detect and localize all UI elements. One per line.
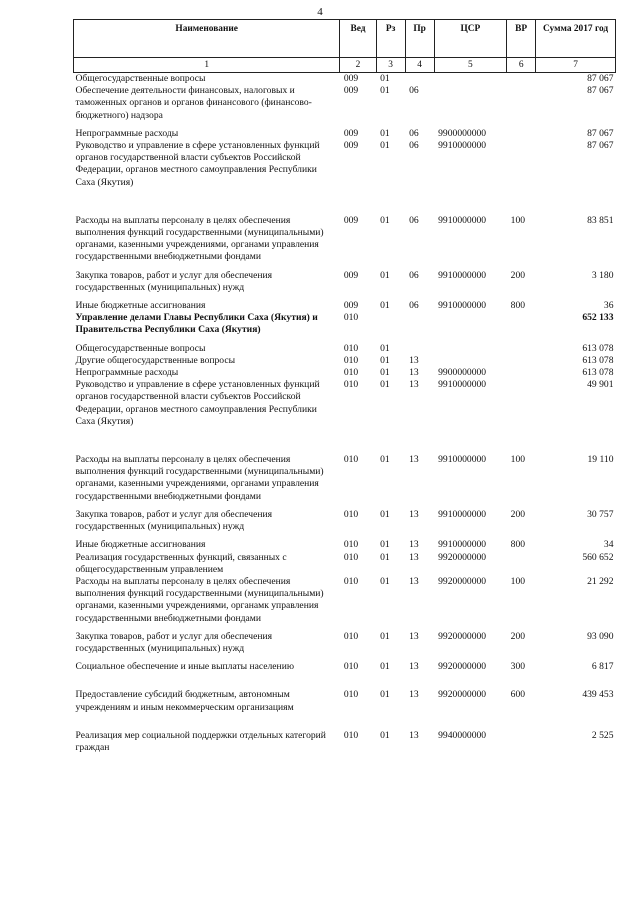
table-row — [74, 631, 616, 661]
row-csr: 9920000000 — [438, 575, 487, 587]
row-vr — [507, 140, 536, 215]
row-vr — [507, 343, 536, 355]
row-pr: 06 — [409, 214, 419, 226]
row-rz: 01 — [380, 85, 390, 97]
row-csr: 9910000000 — [438, 539, 487, 551]
row-rz — [376, 312, 405, 342]
row-name: Закупка товаров, работ и услуг для обеспечения государственных (муниципальных) нужд — [75, 508, 273, 533]
row-rz: 01 — [380, 379, 390, 391]
row-pr: 06 — [409, 127, 419, 139]
row-ved: 010 — [343, 729, 359, 741]
row-sum: 83 851 — [587, 214, 614, 226]
row-vr: 100 — [510, 214, 526, 226]
table-row — [74, 312, 616, 342]
row-pr: 13 — [409, 551, 419, 563]
row-rz: 01 — [380, 127, 390, 139]
row-sum: 87 067 — [587, 85, 614, 97]
header-pr: Пр — [405, 20, 434, 58]
table-body — [74, 73, 616, 755]
row-sum: 21 292 — [587, 575, 614, 587]
row-rz: 01 — [380, 551, 390, 563]
row-ved: 009 — [343, 85, 359, 97]
row-name: Управление делами Главы Республики Саха (Якутия) и Правительства Республики Саха (Якутия) — [75, 312, 318, 336]
table-row — [74, 379, 616, 454]
row-rz: 01 — [380, 689, 390, 701]
table-row — [74, 454, 616, 509]
row-rz: 01 — [380, 73, 390, 84]
header-sum: Сумма 2017 год — [536, 20, 616, 58]
row-csr: 9910000000 — [438, 140, 487, 152]
table-row — [74, 270, 616, 300]
row-vr: 100 — [510, 575, 526, 587]
row-sum: 613 078 — [582, 367, 614, 379]
row-csr: 9900000000 — [438, 127, 487, 139]
row-pr: 06 — [409, 300, 419, 312]
row-sum: 3 180 — [591, 269, 614, 281]
header-name: Наименование — [74, 20, 340, 58]
row-pr: 06 — [409, 140, 419, 152]
row-name: Руководство и управление в сфере установленных функций органов государственной власти субъектов Российской Федерации, органов местного самоуправления Республики Саха (Якутия) — [75, 379, 320, 427]
row-name: Закупка товаров, работ и услуг для обеспечения государственных (муниципальных) нужд — [75, 630, 273, 654]
row-ved: 010 — [343, 689, 359, 701]
row-rz: 01 — [380, 630, 390, 642]
row-pr: 13 — [409, 508, 419, 520]
row-ved: 010 — [343, 661, 359, 673]
table-row — [74, 730, 616, 754]
row-name: Общегосударственные вопросы — [75, 73, 206, 84]
row-pr: 06 — [409, 85, 419, 97]
row-ved: 009 — [343, 300, 359, 312]
row-rz: 01 — [380, 140, 390, 152]
row-csr — [434, 312, 507, 342]
table-row — [74, 85, 616, 128]
row-sum: 34 — [603, 539, 614, 551]
row-ved: 010 — [343, 454, 359, 466]
table-row — [74, 343, 616, 355]
row-rz: 01 — [380, 661, 390, 673]
row-vr: 200 — [510, 630, 526, 642]
row-csr: 9910000000 — [438, 379, 487, 391]
row-name: Реализация мер социальной поддержки отдельных категорий граждан — [75, 729, 326, 753]
row-sum: 613 078 — [582, 354, 614, 366]
row-csr: 9910000000 — [438, 300, 487, 312]
table-row — [74, 140, 616, 215]
column-number: 2 — [340, 58, 376, 73]
row-rz: 01 — [380, 269, 390, 281]
row-ved: 010 — [343, 508, 359, 520]
row-name: Закупка товаров, работ и услуг для обеспечения государственных (муниципальных) нужд — [75, 269, 273, 293]
row-name: Руководство и управление в сфере установленных функций органов государственной власти субъектов Российской Федерации, органов местного самоуправления Республики Саха (Якутия) — [75, 140, 320, 188]
table-row — [74, 576, 616, 631]
row-vr — [507, 552, 536, 576]
row-vr — [507, 367, 536, 379]
row-sum: 6 817 — [591, 661, 614, 673]
row-csr — [434, 355, 507, 367]
row-ved: 010 — [343, 312, 359, 324]
row-sum: 2 525 — [591, 729, 614, 741]
row-pr — [405, 343, 434, 355]
header-vr: ВР — [507, 20, 536, 58]
table-row — [74, 689, 616, 729]
row-pr: 13 — [409, 539, 419, 551]
row-rz: 01 — [380, 454, 390, 466]
row-sum: 560 652 — [582, 551, 614, 563]
row-rz: 01 — [380, 342, 390, 354]
row-csr — [434, 343, 507, 355]
row-csr: 9910000000 — [438, 214, 487, 226]
row-name: Непрограммные расходы — [75, 127, 179, 139]
row-ved: 009 — [343, 140, 359, 152]
row-ved: 009 — [343, 127, 359, 139]
row-sum: 87 067 — [587, 140, 614, 152]
row-csr — [434, 85, 507, 128]
row-sum: 613 078 — [582, 342, 614, 354]
row-vr: 200 — [510, 508, 526, 520]
row-name: Иные бюджетные ассигнования — [75, 539, 206, 551]
column-number: 5 — [434, 58, 507, 73]
row-rz: 01 — [380, 214, 390, 226]
row-rz: 01 — [380, 508, 390, 520]
row-rz: 01 — [380, 300, 390, 312]
row-sum: 87 067 — [587, 73, 614, 84]
row-sum: 93 090 — [587, 630, 614, 642]
row-ved: 010 — [343, 367, 359, 379]
row-csr: 9920000000 — [438, 551, 487, 563]
column-number: 7 — [536, 58, 616, 73]
row-name: Другие общегосударственные вопросы — [75, 354, 236, 366]
row-sum: 49 901 — [587, 379, 614, 391]
row-pr: 13 — [409, 729, 419, 741]
row-vr — [507, 128, 536, 140]
row-csr: 9920000000 — [438, 689, 487, 701]
row-ved: 009 — [343, 214, 359, 226]
table-row — [74, 367, 616, 379]
row-sum: 36 — [603, 300, 614, 312]
row-pr — [405, 312, 434, 342]
row-sum: 87 067 — [587, 127, 614, 139]
table-row — [74, 128, 616, 140]
row-name: Расходы на выплаты персоналу в целях обеспечения выполнения функций государственными (муниципальными) органами, казенными учреждениями, органамк управления государственными внебюджетными фондами — [75, 575, 324, 624]
row-pr: 13 — [409, 630, 419, 642]
row-rz: 01 — [380, 575, 390, 587]
row-name: Социальное обеспечение и иные выплаты населению — [75, 661, 294, 673]
row-vr — [507, 379, 536, 454]
row-vr: 800 — [510, 300, 526, 312]
row-name: Иные бюджетные ассигнования — [75, 300, 206, 312]
row-sum: 30 757 — [587, 508, 614, 520]
row-vr: 600 — [510, 689, 526, 701]
row-csr: 9920000000 — [438, 630, 487, 642]
row-vr — [507, 730, 536, 754]
table-row — [74, 661, 616, 689]
column-number: 1 — [74, 58, 340, 73]
row-rz: 01 — [380, 354, 390, 366]
table-row — [74, 552, 616, 576]
table-header — [74, 20, 616, 73]
row-vr: 300 — [510, 661, 526, 673]
row-ved: 010 — [343, 630, 359, 642]
header-row — [74, 20, 616, 58]
row-vr — [507, 73, 536, 86]
row-name: Предоставление субсидий бюджетным, автономным учреждениям и иным некоммерческим организациям — [75, 689, 294, 713]
table-row — [74, 300, 616, 312]
row-rz: 01 — [380, 367, 390, 379]
row-vr — [507, 85, 536, 128]
row-pr: 13 — [409, 379, 419, 391]
row-pr: 13 — [409, 661, 419, 673]
row-sum: 19 110 — [587, 454, 614, 466]
row-pr — [405, 73, 434, 86]
header-ved: Вед — [340, 20, 376, 58]
row-ved: 010 — [343, 342, 359, 354]
table-row — [74, 355, 616, 367]
row-pr: 13 — [409, 689, 419, 701]
row-name: Общегосударственные вопросы — [75, 342, 206, 354]
row-ved: 010 — [343, 354, 359, 366]
row-vr — [507, 312, 536, 342]
row-ved: 010 — [343, 551, 359, 563]
row-vr: 200 — [510, 269, 526, 281]
row-csr: 9910000000 — [438, 454, 487, 466]
page-number: 4 — [317, 6, 323, 18]
row-vr — [507, 355, 536, 367]
row-sum: 439 453 — [582, 689, 614, 701]
row-vr: 100 — [510, 454, 526, 466]
row-csr: 9920000000 — [438, 661, 487, 673]
budget-table — [73, 19, 616, 754]
row-vr: 800 — [510, 539, 526, 551]
row-sum: 652 133 — [582, 312, 614, 324]
row-pr: 13 — [409, 354, 419, 366]
row-pr: 06 — [409, 269, 419, 281]
column-number-row — [74, 58, 616, 73]
row-rz: 01 — [380, 729, 390, 741]
column-number: 3 — [376, 58, 405, 73]
row-ved: 010 — [343, 575, 359, 587]
row-pr: 13 — [409, 454, 419, 466]
table-row — [74, 73, 616, 86]
row-name: Расходы на выплаты персоналу в целях обеспечения выполнения функций государственными (муниципальными) органами, казенными учреждениями, органами управления государственными внебюджетными фондами — [75, 454, 324, 502]
row-csr: 9940000000 — [438, 729, 487, 741]
header-rz: Рз — [376, 20, 405, 58]
row-pr: 13 — [409, 575, 419, 587]
row-ved: 010 — [343, 539, 359, 551]
row-ved: 009 — [343, 73, 359, 84]
row-csr: 9910000000 — [438, 269, 487, 281]
table-row — [74, 509, 616, 539]
column-number: 4 — [405, 58, 434, 73]
row-name: Реализация государственных функций, связанных с общегосударственным управлением — [75, 551, 287, 575]
row-ved: 009 — [343, 269, 359, 281]
table-row — [74, 215, 616, 270]
row-name: Расходы на выплаты персоналу в целях обеспечения выполнения функций государственными (муниципальными) органами, казенными учреждениями, органами управления государственными внебюджетными фондами — [75, 214, 324, 263]
row-ved: 010 — [343, 379, 359, 391]
row-csr: 9900000000 — [438, 367, 487, 379]
row-pr: 13 — [409, 367, 419, 379]
row-name: Обеспечение деятельности финансовых, налоговых и таможенных органов и органов финансового (финансово-бюджетного) надзора — [75, 85, 312, 121]
row-csr: 9910000000 — [438, 508, 487, 520]
row-csr — [434, 73, 507, 86]
row-name: Непрограммные расходы — [75, 367, 179, 379]
table-row — [74, 539, 616, 551]
row-rz: 01 — [380, 539, 390, 551]
header-csr: ЦСР — [434, 20, 507, 58]
column-number: 6 — [507, 58, 536, 73]
